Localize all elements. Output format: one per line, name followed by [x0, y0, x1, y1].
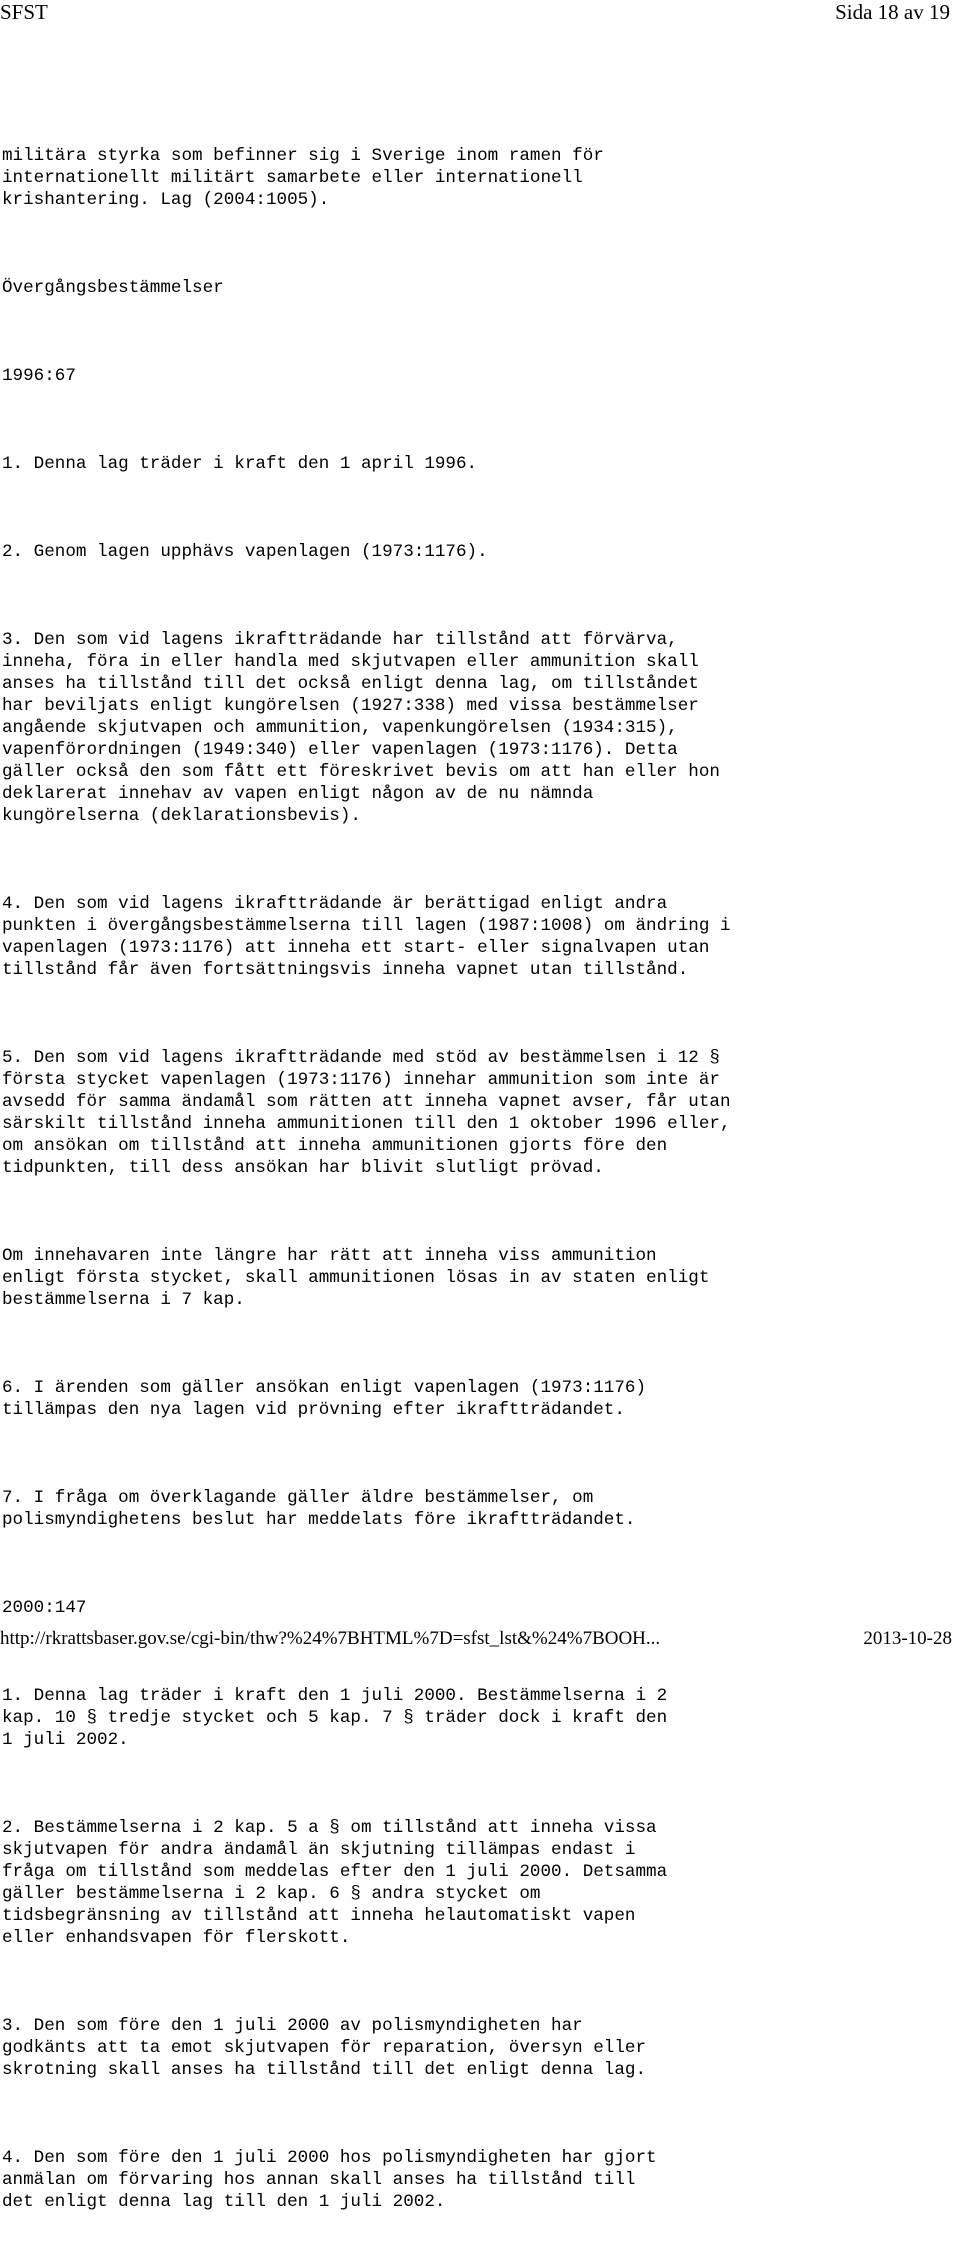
- page-number: Sida 18 av 19: [835, 0, 950, 24]
- page-header: [0, 0, 960, 28]
- page-footer: [0, 1628, 960, 1654]
- document-title: SFST: [0, 0, 48, 24]
- paragraph: 6. I ärenden som gäller ansökan enligt vapenlagen (1973:1176) tillämpas den nya lagen vid prövning efter ikraftträdandet.: [2, 1378, 647, 1420]
- paragraph: 3. Den som före den 1 juli 2000 av polismyndigheten har godkänts att ta emot skjutvapen för reparation, översyn eller skrotning skall anses ha tillstånd till det enligt denna lag.: [2, 2016, 647, 2080]
- paragraph: 2. Bestämmelserna i 2 kap. 5 a § om tillstånd att inneha vissa skjutvapen för andra ändamål än skjutning tillämpas endast i fråga om tillstånd som meddelas efter den 1 juli 2000. Detsamma gäller bestämmelserna i 2 kap. 6 § andra stycket om tidsbegränsning av tillstånd att inneha helautomatiskt vapen eller enhandsvapen för flerskott.: [2, 1818, 668, 1948]
- paragraph: 1. Denna lag träder i kraft den 1 april 1996.: [2, 454, 478, 474]
- paragraph: 3. Den som vid lagens ikraftträdande har tillstånd att förvärva, inneha, föra in eller handla med skjutvapen eller ammunition skall anses ha tillstånd till det också enligt denna lag, om tillståndet har beviljats enligt kungörelsen (1927:338) med vissa bestämmelser angående skjutvapen och ammunition, vapenkungörelsen (1934:315), vapenförordningen (1949:340) eller vapenlagen (1973:1176). Detta gäller också den som fått ett föreskrivet bevis om att han eller hon deklarerat innehav av vapen enligt någon av de nu nämnda kungörelserna (deklarationsbevis).: [2, 630, 720, 826]
- paragraph: 1. Denna lag träder i kraft den 1 juli 2000. Bestämmelserna i 2 kap. 10 § tredje stycket och 5 kap. 7 § träder dock i kraft den 1 juli 2002.: [2, 1686, 668, 1750]
- source-url: http://rkrattsbaser.gov.se/cgi-bin/thw?%24%7BHTML%7D=sfst_lst&%24%7BOOH...: [0, 1628, 661, 1649]
- amendment-id: 2000:147: [2, 1598, 87, 1618]
- paragraph-continuation: militära styrka som befinner sig i Sverige inom ramen för internationellt militärt samarbete eller internationell krishantering. Lag (2004:1005).: [2, 146, 604, 210]
- paragraph: 7. I fråga om överklagande gäller äldre bestämmelser, om polismyndighetens beslut har meddelats före ikraftträdandet.: [2, 1488, 636, 1530]
- print-date: 2013-10-28: [863, 1628, 952, 1649]
- paragraph: 4. Den som före den 1 juli 2000 hos polismyndigheten har gjort anmälan om förvaring hos annan skall anses ha tillstånd till det enligt denna lag till den 1 juli 2002.: [2, 2148, 657, 2212]
- paragraph: 4. Den som vid lagens ikraftträdande är berättigad enligt andra punkten i övergångsbestämmelserna till lagen (1987:1008) om ändring i vapenlagen (1973:1176) att inneha ett start- eller signalvapen utan tillstånd får även fortsättningsvis inneha vapnet utan tillstånd.: [2, 894, 731, 980]
- document-body: [2, 101, 952, 2257]
- amendment-id: 1996:67: [2, 366, 76, 386]
- paragraph: Om innehavaren inte längre har rätt att inneha viss ammunition enligt första stycket, skall ammunitionen lösas in av staten enligt bestämmelserna i 7 kap.: [2, 1246, 710, 1310]
- section-heading: Övergångsbestämmelser: [2, 278, 224, 298]
- paragraph: 5. Den som vid lagens ikraftträdande med stöd av bestämmelsen i 12 § första stycket vapenlagen (1973:1176) innehar ammunition som inte är avsedd för samma ändamål som rätten att inneha vapnet avser, får utan särskilt tillstånd inneha ammunitionen till den 1 oktober 1996 eller, om ansökan om tillstånd att inneha ammunitionen gjorts före den tidpunkten, till dess ansökan har blivit slutligt prövad.: [2, 1048, 731, 1178]
- paragraph: 2. Genom lagen upphävs vapenlagen (1973:1176).: [2, 542, 488, 562]
